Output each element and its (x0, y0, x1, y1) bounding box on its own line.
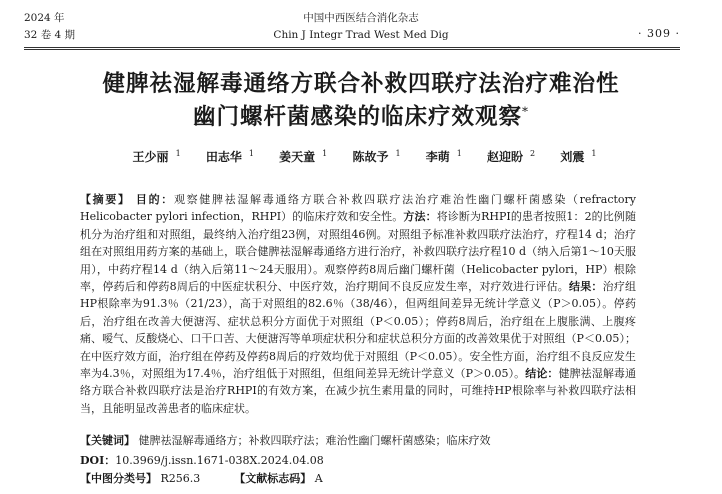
objective-text: 观察健脾祛湿解毒通络方联合补救四联疗法治疗难治性幽门螺杆菌感染（refractory Helicobacter pylori infection，RHPI）的临床疗效和安全性。 (80, 193, 637, 224)
conclusion-text: 健脾祛湿解毒通络方联合补救四联疗法是治疗RHPI的有效方案，在减少抗生素用量的同时，可维持HP根除率与补救四联疗法相当，且能明显改善患者的临床症状。 (80, 367, 636, 415)
author-list (0, 148, 722, 165)
title-footnote-mark: * (522, 104, 529, 119)
page-number: · 309 · (638, 27, 680, 40)
results-label: 结果： (568, 280, 603, 294)
methods-label: 方法： (403, 210, 437, 224)
header-center (0, 10, 722, 44)
journal-title-en: Chin J Integr Trad West Med Dig (273, 29, 449, 41)
abstract (80, 191, 636, 417)
keywords (80, 432, 636, 448)
classification-line (80, 470, 636, 486)
header-rule (24, 47, 680, 48)
issue-year: 2024 年 (24, 12, 65, 24)
doc-code-value: A (314, 472, 323, 485)
conclusion-label: 结论： (525, 367, 559, 381)
keywords-text: 健脾祛湿解毒通络方；补救四联疗法；难治性幽门螺杆菌感染；临床疗效 (138, 434, 491, 447)
article-title-line-2-text: 幽门螺杆菌感染的临床疗效观察 (192, 104, 522, 130)
author: 陈故予 $^1$ (352, 149, 401, 164)
doi-value: 10.3969/j.issn.1671-038X.2024.04.08 (115, 454, 324, 467)
doi-line (80, 452, 636, 468)
author: 姜天童 $^1$ (279, 149, 328, 164)
author: 王少丽 $^1$ (132, 149, 181, 164)
abstract-label: 【摘要】 (80, 193, 131, 206)
article-title-line-2 (0, 99, 722, 131)
article-title-line-1: 健脾祛湿解毒通络方联合补救四联疗法治疗难治性 (102, 71, 620, 97)
issue-volume: 32 卷 4 期 (24, 29, 76, 41)
clc-value: R256.3 (160, 472, 201, 485)
author: 赵迎盼 $^2$ (487, 149, 536, 164)
objective-label: 目的： (135, 193, 174, 206)
doi-label: DOI： (80, 454, 116, 467)
author: 刘震 $^1$ (560, 149, 597, 164)
doc-code-label: 【文献标志码】 (234, 472, 312, 485)
journal-title-cn: 中国中西医结合消化杂志 (303, 12, 419, 24)
keywords-label: 【关键词】 (80, 434, 135, 447)
author: 田志华 $^1$ (205, 149, 254, 164)
header-rule-2 (24, 49, 680, 50)
author: 李萌 $^1$ (425, 149, 462, 164)
methods-text: 将诊断为RHPI的患者按照1：2的比例随机分为治疗组和对照组，最终纳入治疗组23例，对照组46例。对照组予标准补救四联疗法治疗，疗程14 d；治疗组在对照组用药方案的基础上，联合健脾祛湿解毒通络方进行治疗，补救四联疗法疗程10 d（纳入后第1～10天服用），中药疗程14 d（纳入后第11～24天服用）。观察停药8周后幽门螺杆菌（Helicobacter pylori，HP）根除率，停药后和停药8周后的中医症状积分、中医疗效，治疗期间不良反应发生率，对疗效进行评估。 (80, 210, 637, 294)
clc-label: 【中图分类号】 (80, 472, 157, 485)
results-text: 治疗组HP根除率为91.3％（21/23），高于对照组的82.6％（38/46），但两组间差异无统计学意义（P＞0.05）。停药后，治疗组在改善大便溏泻、症状总积分方面优于对照组（P＜0.05）；停药8周后，治疗组在上腹胀满、上腹疼痛、嗳气、反酸烧心、口干口苦、大便溏泻等单项症状积分和症状总积分方面的改善效果优于对照组（P＜0.05）；在中医疗效方面，治疗组在停药及停药8周后的疗效均优于对照组（P＜0.05）。安全性方面，治疗组不良反应发生率为4.3％，对照组为17.4％，治疗组低于对照组，但组间差异无统计学意义（P＞0.05）。 (80, 280, 637, 381)
